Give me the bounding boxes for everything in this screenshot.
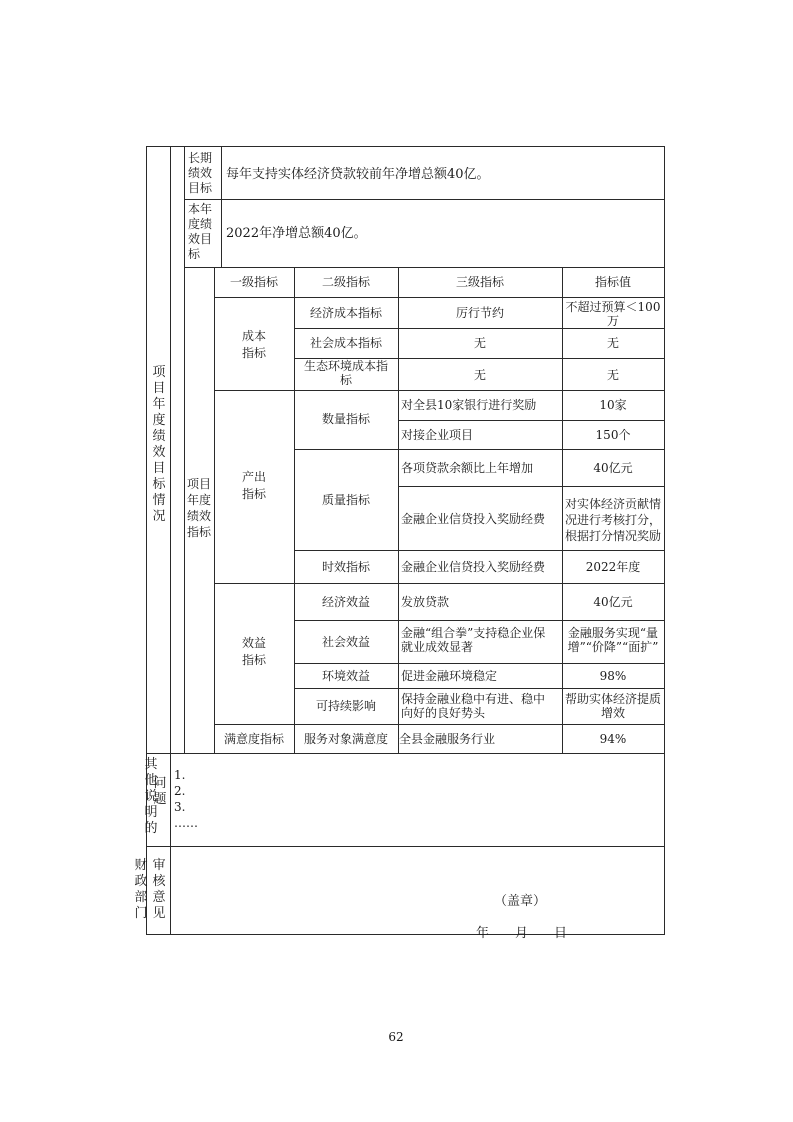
timeliness-l3: 金融企业信贷投入奖励经费	[401, 560, 546, 574]
vline-a	[184, 146, 185, 753]
timeliness-value: 2022年度	[585, 560, 641, 574]
quality-row1-l3: 各项贷款余额比上年增加	[401, 461, 534, 475]
quantity-row1-value: 10家	[599, 398, 627, 412]
hline-header	[214, 297, 665, 298]
other-items	[174, 767, 198, 831]
other-item: ……	[174, 816, 198, 830]
cost-economic-value: 不超过预算＜100 万	[565, 300, 661, 328]
cost-eco-value: 无	[606, 368, 619, 382]
annual-value: 2022年净增总额40亿。	[226, 226, 367, 241]
benefit-label: 效益 指标	[241, 636, 266, 667]
date-text: 年 月 日	[476, 926, 568, 941]
hline-cost-end	[214, 390, 665, 391]
hline-2	[184, 267, 665, 268]
benefit-sustain-l3: 保持金融业稳中有进、稳中 向好的良好势头	[401, 692, 546, 720]
vline-section	[170, 146, 171, 934]
benefit-sustain-value: 帮助实体经济提质 增效	[564, 692, 661, 720]
satisfaction-value: 94%	[599, 732, 627, 746]
benefit-social-l2: 社会效益	[321, 635, 370, 649]
benefit-economic-l3: 发放贷款	[401, 595, 450, 609]
benefit-env-l3: 促进金融环境稳定	[401, 669, 498, 683]
benefit-social-value: 金融服务实现“量 增”“价降”“面扩”	[567, 626, 659, 654]
benefit-social-l3: 金融“组合拳”支持稳企业保 就业成效显著	[401, 626, 546, 654]
quality-row1-value: 40亿元	[593, 461, 633, 475]
header-level1: 一级指标	[229, 275, 278, 289]
border-right	[664, 146, 665, 934]
hline-c1	[294, 328, 665, 329]
hline-section-end	[146, 753, 665, 754]
benefit-env-l2: 环境效益	[321, 669, 370, 683]
cost-eco-l2: 生态环境成本指 标	[303, 359, 388, 387]
hline-1	[184, 199, 665, 200]
output-label: 产出 指标	[241, 470, 266, 501]
hline-benefit-end	[214, 724, 665, 725]
benefit-env-value: 98%	[599, 669, 627, 683]
long-term-label: 长期 绩效 目标	[188, 151, 213, 195]
cost-economic-l2: 经济成本指标	[309, 306, 382, 320]
other-sub-label: 问 题	[153, 776, 167, 807]
header-value: 指标值	[594, 275, 631, 289]
hline-output-end	[214, 583, 665, 584]
hline-b2	[294, 663, 665, 664]
cost-social-value: 无	[606, 336, 619, 350]
header-level3: 三级指标	[455, 275, 504, 289]
benefit-economic-value: 40亿元	[593, 595, 633, 609]
annual-label: 本年 度绩 效目 标	[188, 202, 213, 261]
cost-eco-l3: 无	[473, 368, 486, 382]
section-label: 项目年度绩效目标情况	[152, 365, 166, 524]
quantity-l2: 数量指标	[321, 412, 370, 426]
indicator-group-label: 项目 年度 绩效 指标	[186, 477, 211, 539]
border-top	[146, 146, 665, 147]
satisfaction-l3: 全县金融服务行业	[399, 732, 496, 746]
hline-b3	[294, 688, 665, 689]
benefit-sustain-l2: 可持续影响	[315, 699, 376, 713]
header-level2: 二级指标	[321, 275, 370, 289]
long-term-value: 每年支持实体经济贷款较前年净增总额40亿。	[226, 167, 490, 182]
other-label: 其 他 说 明 的	[144, 757, 158, 836]
hline-ql-end	[294, 550, 665, 551]
other-item: 1.	[174, 768, 186, 782]
page-number: 62	[388, 1030, 404, 1044]
satisfaction-l1: 满意度指标	[223, 732, 284, 746]
quantity-row2-l3: 对接企业项目	[401, 428, 474, 442]
cost-economic-l3: 厉行节约	[455, 306, 504, 320]
quality-row2-value: 对实体经济贡献情 况进行考核打分， 根据打分情况奖励	[564, 497, 661, 543]
finance-label-col1: 财 政 部 门	[134, 858, 148, 921]
quality-row2-l3: 金融企业信贷投入奖励经费	[401, 512, 546, 526]
hline-ql1	[398, 486, 665, 487]
finance-label-col2: 审 核 意 见	[152, 858, 166, 921]
hline-q1	[398, 420, 665, 421]
hline-other-end	[146, 846, 665, 847]
cost-label: 成本 指标	[241, 329, 266, 360]
hline-b1	[294, 620, 665, 621]
timeliness-l2: 时效指标	[321, 560, 370, 574]
vline-b	[221, 146, 222, 267]
cost-social-l3: 无	[473, 336, 486, 350]
satisfaction-l2: 服务对象满意度	[303, 732, 388, 746]
hline-qty-end	[294, 449, 665, 450]
other-item: 2.	[174, 784, 186, 798]
seal-text: （盖章）	[494, 894, 547, 909]
quantity-row1-l3: 对全县10家银行进行奖励	[401, 398, 537, 412]
quality-l2: 质量指标	[321, 493, 370, 507]
quantity-row2-value: 150个	[595, 428, 631, 442]
cost-social-l2: 社会成本指标	[309, 336, 382, 350]
benefit-economic-l2: 经济效益	[321, 595, 370, 609]
border-bottom	[146, 934, 665, 935]
other-item: 3.	[174, 800, 186, 814]
